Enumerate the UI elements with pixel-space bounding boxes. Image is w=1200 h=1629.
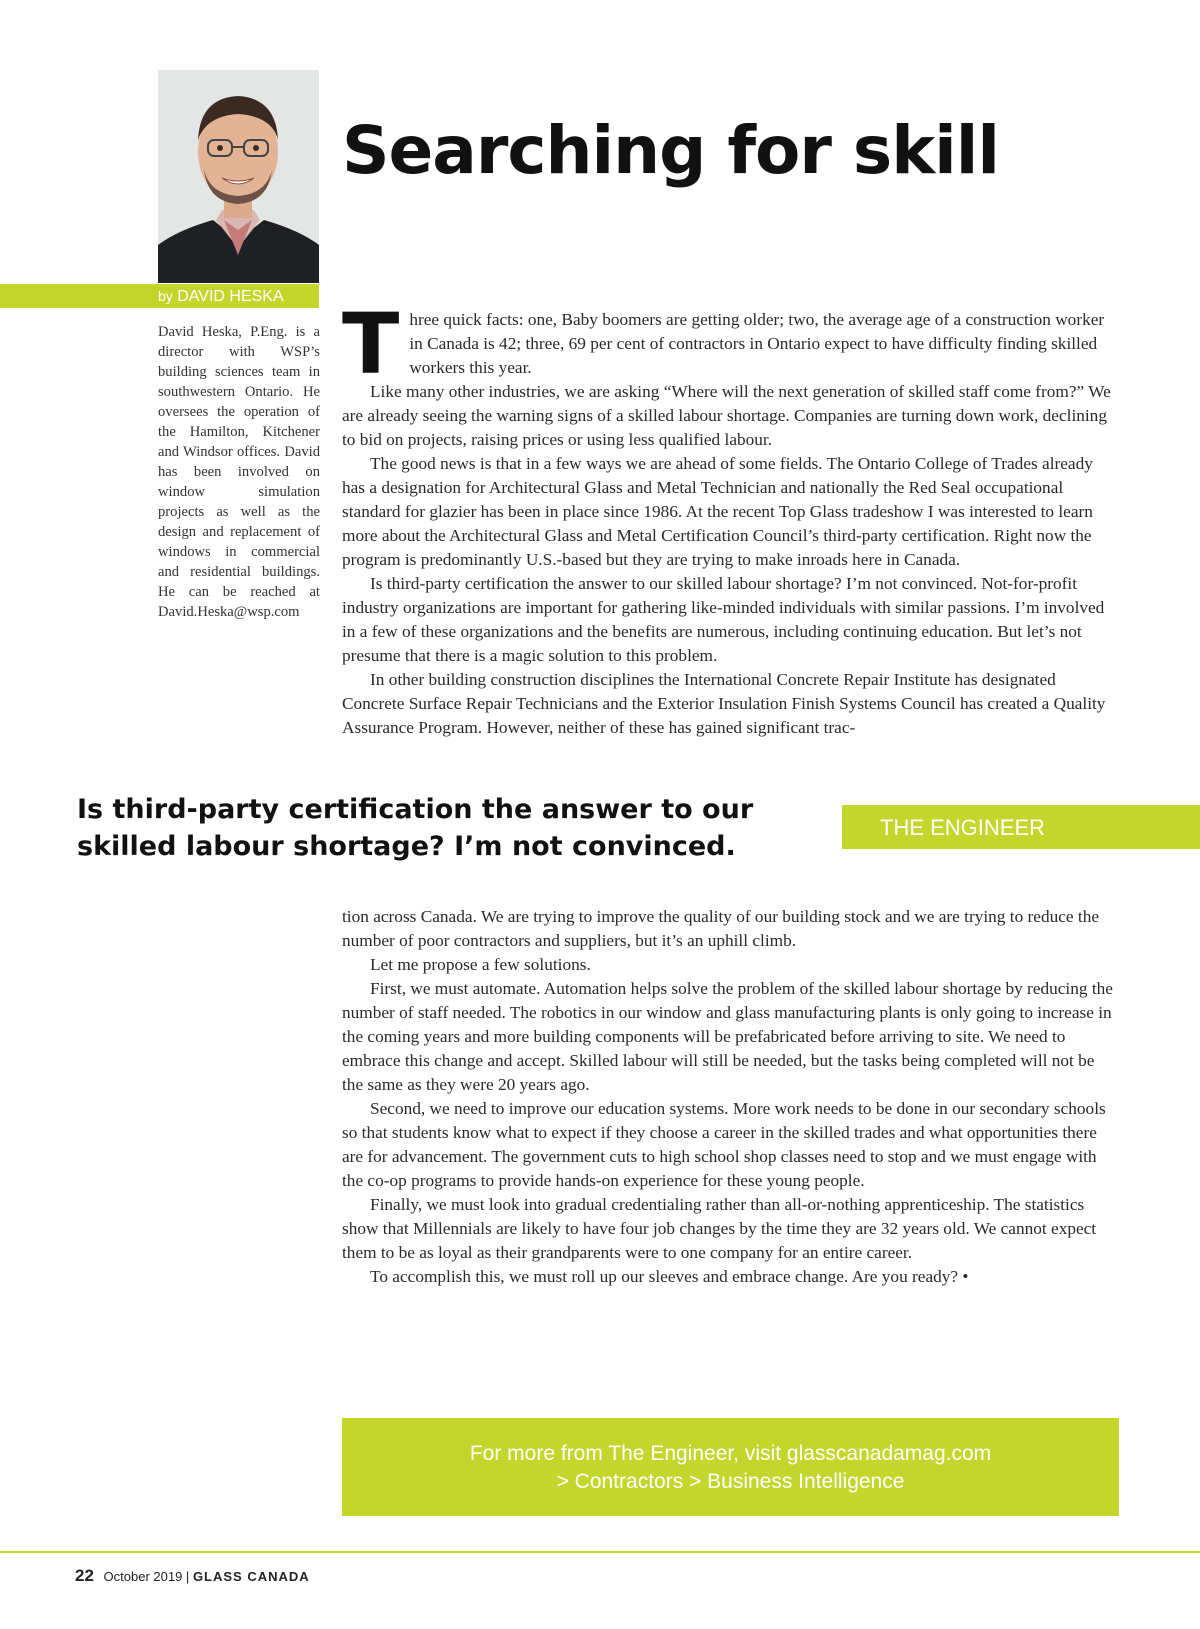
byline-author: DAVID HESKA <box>177 288 284 305</box>
paragraph-5-continued: tion across Canada. We are trying to improve the quality of our building stock and we are trying to reduce the number of poor contractors and suppliers, but it’s an uphill climb. <box>342 907 1100 950</box>
paragraph-3: The good news is that in a few ways we are ahead of some fields. The Ontario College of Trades already has a designation for Architectural Glass and Metal Technician and nationally the Red Seal occupational standard for glazier has been in place since 1986. At the recent Top Glass tradeshow I was interested to learn more about the Architectural Glass and Metal Certification Council’s third-party certification. Right now the program is predominantly U.S.-based but they are trying to make inroads here in Canada. <box>342 454 1093 569</box>
author-bio: David Heska, P.Eng. is a director with WSP’s building sciences team in southwestern Ontario. He oversees the operation of the Hamilton, Kitchener and Windsor offices. David has been involved on window simulation projects as well as the design and replacement of windows in commercial and residential buildings. He can be reached at David.Heska@wsp.com <box>158 324 320 620</box>
author-portrait <box>158 70 319 283</box>
paragraph-8: Second, we need to improve our education systems. More work needs to be done in our secondary schools so that students know what to expect if they choose a career in the skilled trades and what opportunities there are for advancement. The government cuts to high school shop classes need to stop and we must engage with the co-op programs to provide hands-on experience for these young people. <box>342 1099 1106 1190</box>
paragraph-7: First, we must automate. Automation helps solve the problem of the skilled labour shortage by reducing the number of staff needed. The robotics in our window and glass manufacturing plants is only going to increase in the coming years and more building components will be prefabricated before arriving to site. We need to embrace this change and accept. Skilled labour will still be needed, but the tasks being completed will not be the same as they were 20 years ago. <box>342 979 1113 1094</box>
paragraph-4: Is third-party certification the answer to our skilled labour shortage? I’m not convinced. Not-for-profit industry organizations are important for gathering like-minded individuals with similar passions. I’m involved in a few of these organizations and the benefits are numerous, including continuing education. But let’s not presume that there is a magic solution to this problem. <box>342 574 1105 665</box>
paragraph-2: Like many other industries, we are asking “Where will the next generation of skilled staff come from?” We are already seeing the warning signs of a skilled labour shortage. Companies are turning down work, declining to bid on projects, raising prices or using less qualified labour. <box>342 382 1111 449</box>
byline <box>158 284 284 308</box>
pull-quote: Is third-party certification the answer to our skilled labour shortage? I’m not convinced. <box>77 794 754 862</box>
footer-rule <box>0 1551 1200 1553</box>
article-title: Searching for skill <box>342 112 999 189</box>
section-label: THE ENGINEER <box>880 815 1046 840</box>
paragraph-1-text: hree quick facts: one, Baby boomers are getting older; two, the average age of a construction worker in Canada is 42; three, 69 per cent of contractors in Ontario expect to have difficulty finding skilled workers this year. <box>409 310 1105 377</box>
drop-cap: T <box>342 295 400 393</box>
paragraph-9: Finally, we must look into gradual credentialing rather than all-or-nothing apprenticeship. The statistics show that Millennials are likely to have four job changes by the time they are 32 years old. We cannot expect them to be as loyal as their grandparents were to one company for an entire career. <box>342 1195 1097 1262</box>
issue-date: October 2019 | <box>103 1569 190 1584</box>
paragraph-5: In other building construction disciplines the International Concrete Repair Institute has designated Concrete Surface Repair Technicians and the Exterior Insulation Finish Systems Council has created a Quality Assurance Program. However, neither of these has gained significant trac- <box>342 670 1106 737</box>
paragraph-10: To accomplish this, we must roll up our sleeves and embrace change. Are you ready? • <box>370 1267 969 1286</box>
page-footer <box>75 1566 310 1586</box>
page-number: 22 <box>75 1566 94 1585</box>
paragraph-6: Let me propose a few solutions. <box>370 955 591 974</box>
promo-box[interactable] <box>342 1418 1119 1516</box>
promo-line-2: > Contractors > Business Intelligence <box>556 1470 905 1493</box>
magazine-name: GLASS CANADA <box>192 1569 310 1584</box>
article-column-bottom <box>342 905 1118 1289</box>
author-photo <box>158 70 319 283</box>
promo-line-1: For more from The Engineer, visit glasscanadamag.com <box>469 1442 992 1465</box>
article-column-top <box>342 295 1118 740</box>
byline-by: by <box>158 288 173 304</box>
paragraph-1 <box>342 295 1118 393</box>
